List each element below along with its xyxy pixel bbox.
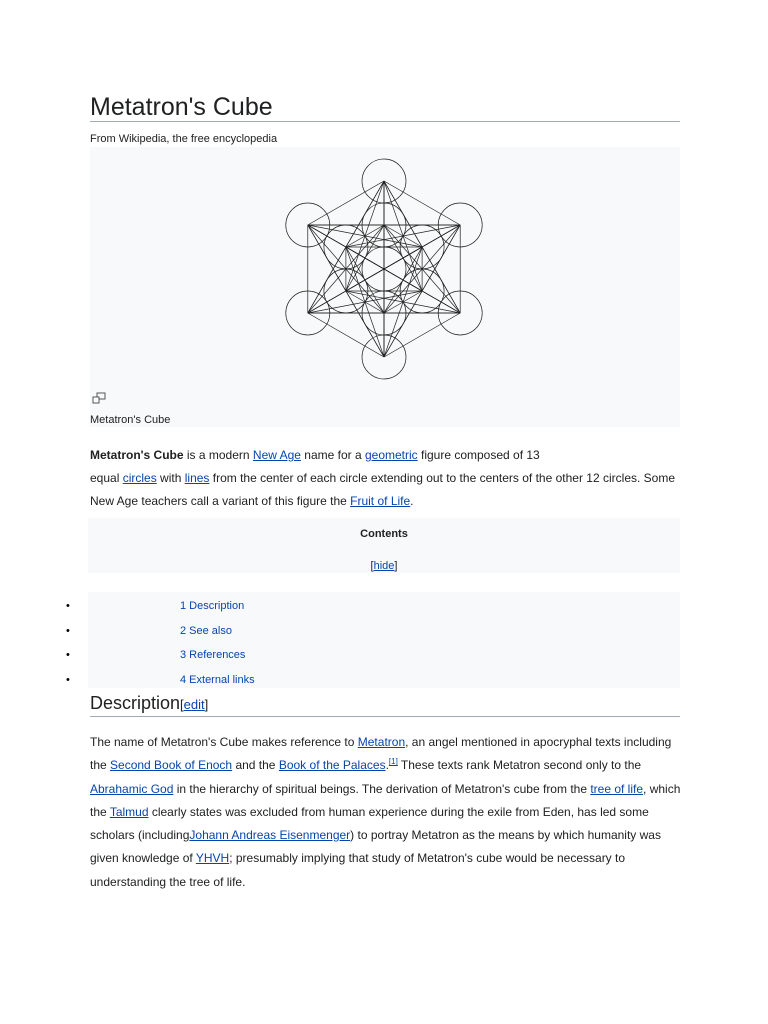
- metatrons-cube-image[interactable]: [281, 149, 487, 389]
- lead-text: with: [156, 471, 185, 485]
- body-text: ) to portray Metatron as the means by which humanity was given knowledge of: [90, 828, 661, 866]
- toc-link-references[interactable]: 3 References: [180, 649, 246, 661]
- cube-line: [308, 181, 384, 225]
- bullet-icon: •: [66, 600, 70, 612]
- table-of-contents: [88, 518, 680, 573]
- edit-section-link[interactable]: edit: [183, 697, 205, 712]
- link-abrahamic-god[interactable]: Abrahamic God: [90, 781, 174, 796]
- cube-line: [384, 313, 460, 357]
- bracket: ]: [394, 560, 398, 572]
- body-text: The name of Metatron's Cube makes reference to: [90, 735, 358, 749]
- lead-term: Metatron's Cube: [90, 448, 184, 462]
- page-title: Metatron's Cube: [90, 91, 680, 122]
- lead-text: name for a: [300, 448, 365, 462]
- toc-link-external-links[interactable]: 4 External links: [180, 673, 255, 686]
- link-new-age[interactable]: New Age: [252, 448, 301, 462]
- link-lines[interactable]: lines: [184, 471, 210, 485]
- toc-title: Contents: [360, 528, 408, 540]
- bracket: [: [370, 560, 374, 572]
- bullet-icon: •: [66, 673, 70, 686]
- toc-link-description[interactable]: 1 Description: [180, 600, 245, 612]
- link-second-book-of-enoch[interactable]: Second Book of Enoch: [110, 758, 233, 773]
- link-circles[interactable]: circles: [122, 471, 157, 485]
- link-talmud[interactable]: Talmud: [109, 804, 149, 819]
- lead-paragraph: [90, 444, 680, 513]
- reference-link[interactable]: [1]: [388, 757, 398, 767]
- bracket: [: [180, 697, 184, 712]
- link-metatron[interactable]: Metatron: [357, 735, 406, 749]
- body-text: These texts rank Metatron second only to the: [397, 758, 642, 773]
- lead-text: is a modern: [183, 448, 253, 462]
- body-text: .: [385, 758, 389, 773]
- bracket: ]: [204, 697, 209, 712]
- cube-line: [384, 181, 460, 225]
- toc-list-background: [88, 592, 680, 688]
- lead-text: from the center of each circle extending out to the centers of the other 12 circles. Some New Age teachers call a variant of this figure the: [90, 471, 676, 508]
- body-text: clearly states was excluded from human experience during the exile from Eden, has led some scholars (including: [90, 804, 649, 843]
- body-text: , an angel mentioned in apocryphal texts including the: [90, 735, 672, 773]
- cube-line: [308, 313, 384, 357]
- section-edit: [180, 697, 208, 712]
- bullet-icon: •: [66, 624, 70, 637]
- site-tagline: From Wikipedia, the free encyclopedia: [90, 133, 278, 145]
- bullet-icon: •: [66, 649, 70, 661]
- section-heading-description: [90, 691, 680, 717]
- lead-text: figure composed of 13: [417, 448, 540, 462]
- lead-text: equal: [90, 471, 123, 485]
- body-text: and the: [232, 758, 279, 773]
- link-fruit-of-life[interactable]: Fruit of Life: [350, 494, 411, 508]
- infobox-figure: [90, 147, 680, 427]
- link-tree-of-life[interactable]: tree of life: [590, 781, 644, 796]
- link-geometric[interactable]: geometric: [364, 448, 418, 462]
- link-book-of-the-palaces[interactable]: Book of the Palaces: [278, 758, 386, 773]
- body-text: in the hierarchy of spiritual beings. The derivation of Metatron's cube from the: [173, 781, 591, 796]
- description-paragraph: [90, 731, 682, 894]
- body-text: , which the: [90, 781, 681, 819]
- section-heading-text: Description: [90, 693, 181, 713]
- body-text: ; presumably implying that study of Metatron's cube would be necessary to understanding the tree of life.: [90, 851, 626, 889]
- figure-caption: Metatron's Cube: [90, 414, 171, 426]
- link-johann-andreas-eisenmenger[interactable]: Johann Andreas Eisenmenger: [189, 828, 351, 843]
- magnify-clip-icon[interactable]: [92, 392, 106, 404]
- link-yhvh[interactable]: YHVH: [195, 851, 230, 866]
- toc-toggle: [88, 560, 680, 572]
- toc-link-see-also[interactable]: 2 See also: [180, 624, 232, 637]
- lead-text: .: [410, 494, 414, 508]
- toc-hide-link[interactable]: hide: [373, 560, 395, 572]
